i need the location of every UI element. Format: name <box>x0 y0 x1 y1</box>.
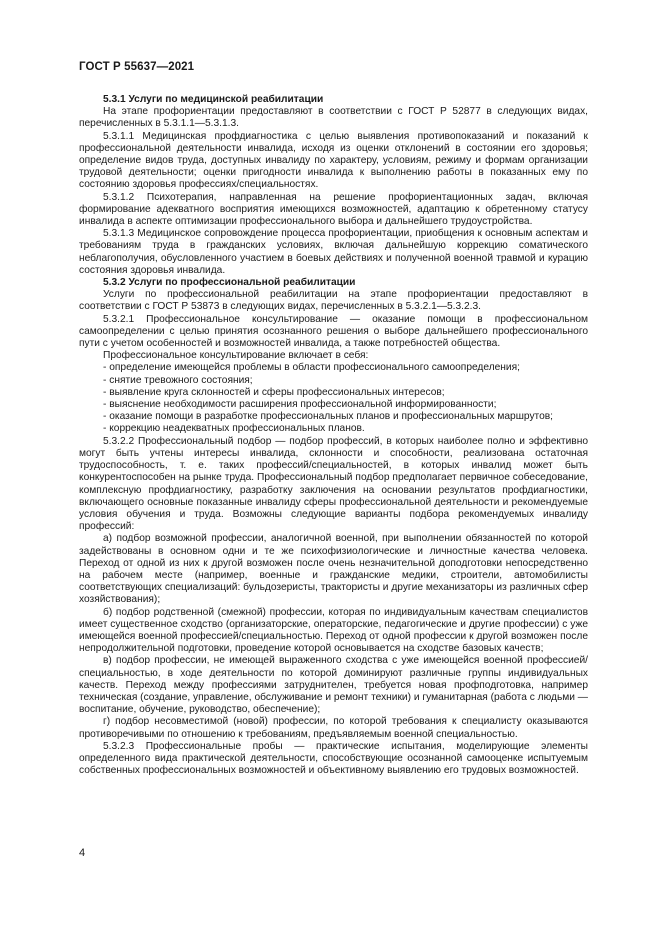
section-heading: 5.3.1 Услуги по медицинской реабилитации <box>103 94 324 105</box>
paragraph: Услуги по профессиональной реабилитации на этапе профориентации предоставляют в соответствии с ГОСТ Р 53873 в следующих видах, перечисленных в 5.3.2.1—5.3.2.3. <box>79 289 588 313</box>
paragraph: 5.3.2.1 Профессиональное консультирование — оказание помощи в профессиональном самоопределении с целью принятия осознанного решения о выборе дальнейшего профессионального пути с учетом особенностей и возможностей инвалида, а также потребностей общества. <box>79 313 588 350</box>
list-item: - оказание помощи в разработке профессиональных планов и профессиональных маршрутов; <box>103 411 554 423</box>
page-number: 4 <box>79 847 86 859</box>
paragraph: г) подбор несовместимой (новой) профессии, по которой требования к специалисту оказываются противоречивыми по отношению к требованиям, предъявляемым военной специальностью. <box>79 716 588 740</box>
paragraph: Профессиональное консультирование включает в себя: <box>103 350 369 362</box>
document-body <box>79 94 588 777</box>
paragraph: в) подбор профессии, не имеющей выраженного сходства с уже имеющейся военной профессией/специальностью, в ходе деятельности по которой доминируют различные группы индивидуальных качеств. Переход между профессиями затруднителен, требуется новая профподготовка, например техническая (создание, управление, обслуживание и ремонт техники) и гуманитарная (работа с людьми — воспитание, обучение, руководство, обеспечение); <box>79 655 588 716</box>
list-item: - определение имеющейся проблемы в области профессионального самоопределения; <box>103 362 520 374</box>
list-item: - снятие тревожного состояния; <box>103 374 253 386</box>
paragraph: 5.3.1.3 Медицинское сопровождение процесса профориентации, приобщения к основным аспектам и требованиям труда в гражданских условиях, включая дальнейшую коррекцию соматического неблагополучия, обусловленного участием в боевых действиях и полученной военной травмой и курацию состояния здоровья инвалида. <box>79 228 588 276</box>
paragraph: б) подбор родственной (смежной) профессии, которая по индивидуальным качествам специалистов имеет существенное сходство (организаторские, операторские, педагогические и другие профессии) с уже имеющейся военной профессией/специальностью. Переход от одной профессии к другой возможен после непродолжительной подготовки, проведение которой основывается на сходстве базовых качеств; <box>79 606 588 655</box>
document-header-id: ГОСТ Р 55637—2021 <box>79 61 195 73</box>
paragraph: а) подбор возможной профессии, аналогичной военной, при выполнении обязанностей по которой задействованы в основном одни и те же психофизиологические и личностные качества человека. Переход от одной из них к другой возможен после очень незначительной доподготовки непосредственно на рабочем месте (например, военные и гражданские медики, строители, автомобилисты соответствующих специализаций: бульдозеристы, трактористы и другие механизаторы из различных сфер хозяйствования); <box>79 533 588 606</box>
section-heading: 5.3.2 Услуги по профессиональной реабилитации <box>103 277 356 289</box>
paragraph: 5.3.1.1 Медицинская профдиагностика с целью выявления противопоказаний и показаний к профессиональной деятельности инвалида, исходя из оценки отклонений в состоянии его здоровья; определение видов труда, доступных инвалиду по характеру, условиям, режиму и формам организации трудовой деятельности; оценки пригодности инвалида к выполнению работы в показанных ему по состоянию здоровья профессиях/специальностях. <box>79 130 588 191</box>
list-item: - выявление круга склонностей и сферы профессиональных интересов; <box>103 386 445 398</box>
paragraph: На этапе профориентации предоставляют в соответствии с ГОСТ Р 52877 в следующих видах, перечисленных в 5.3.1.1—5.3.1.3. <box>79 106 588 130</box>
paragraph: 5.3.1.2 Психотерапия, направленная на решение профориентационных задач, включая формирование адекватного восприятия имеющихся возможностей, адаптацию к обретенному статусу инвалида в аспекте оптимизации профессионального выбора и дальнейшего трудоустройства. <box>79 191 588 228</box>
list-item: - выяснение необходимости расширения профессиональной информированности; <box>103 399 497 411</box>
list-item: - коррекцию неадекватных профессиональных планов. <box>103 423 365 435</box>
paragraph: 5.3.2.3 Профессиональные пробы — практические испытания, моделирующие элементы определенного вида практической деятельности, способствующие осознанной самооценке испытуемым собственных профессиональных возможностей и объективному выявлению его трудовых возможностей. <box>79 740 588 777</box>
paragraph: 5.3.2.2 Профессиональный подбор — подбор профессий, в которых наиболее полно и эффективно могут быть учтены интересы инвалида, склонности и способности, реализована остаточная трудоспособность, т. е. таких профессий/специальностей, в которых инвалид может быть конкурентоспособен на рынке труда. Профессиональный подбор предполагает первичное собеседование, комплексную профдиагностику, разработку заключения на основании результатов профдиагностики, включающего основные показанные инвалиду сферы профессиональной деятельности и рекомендуемые условия обучения и труда. Возможны следующие варианты подбора рекомендуемых инвалиду профессий: <box>79 435 588 533</box>
